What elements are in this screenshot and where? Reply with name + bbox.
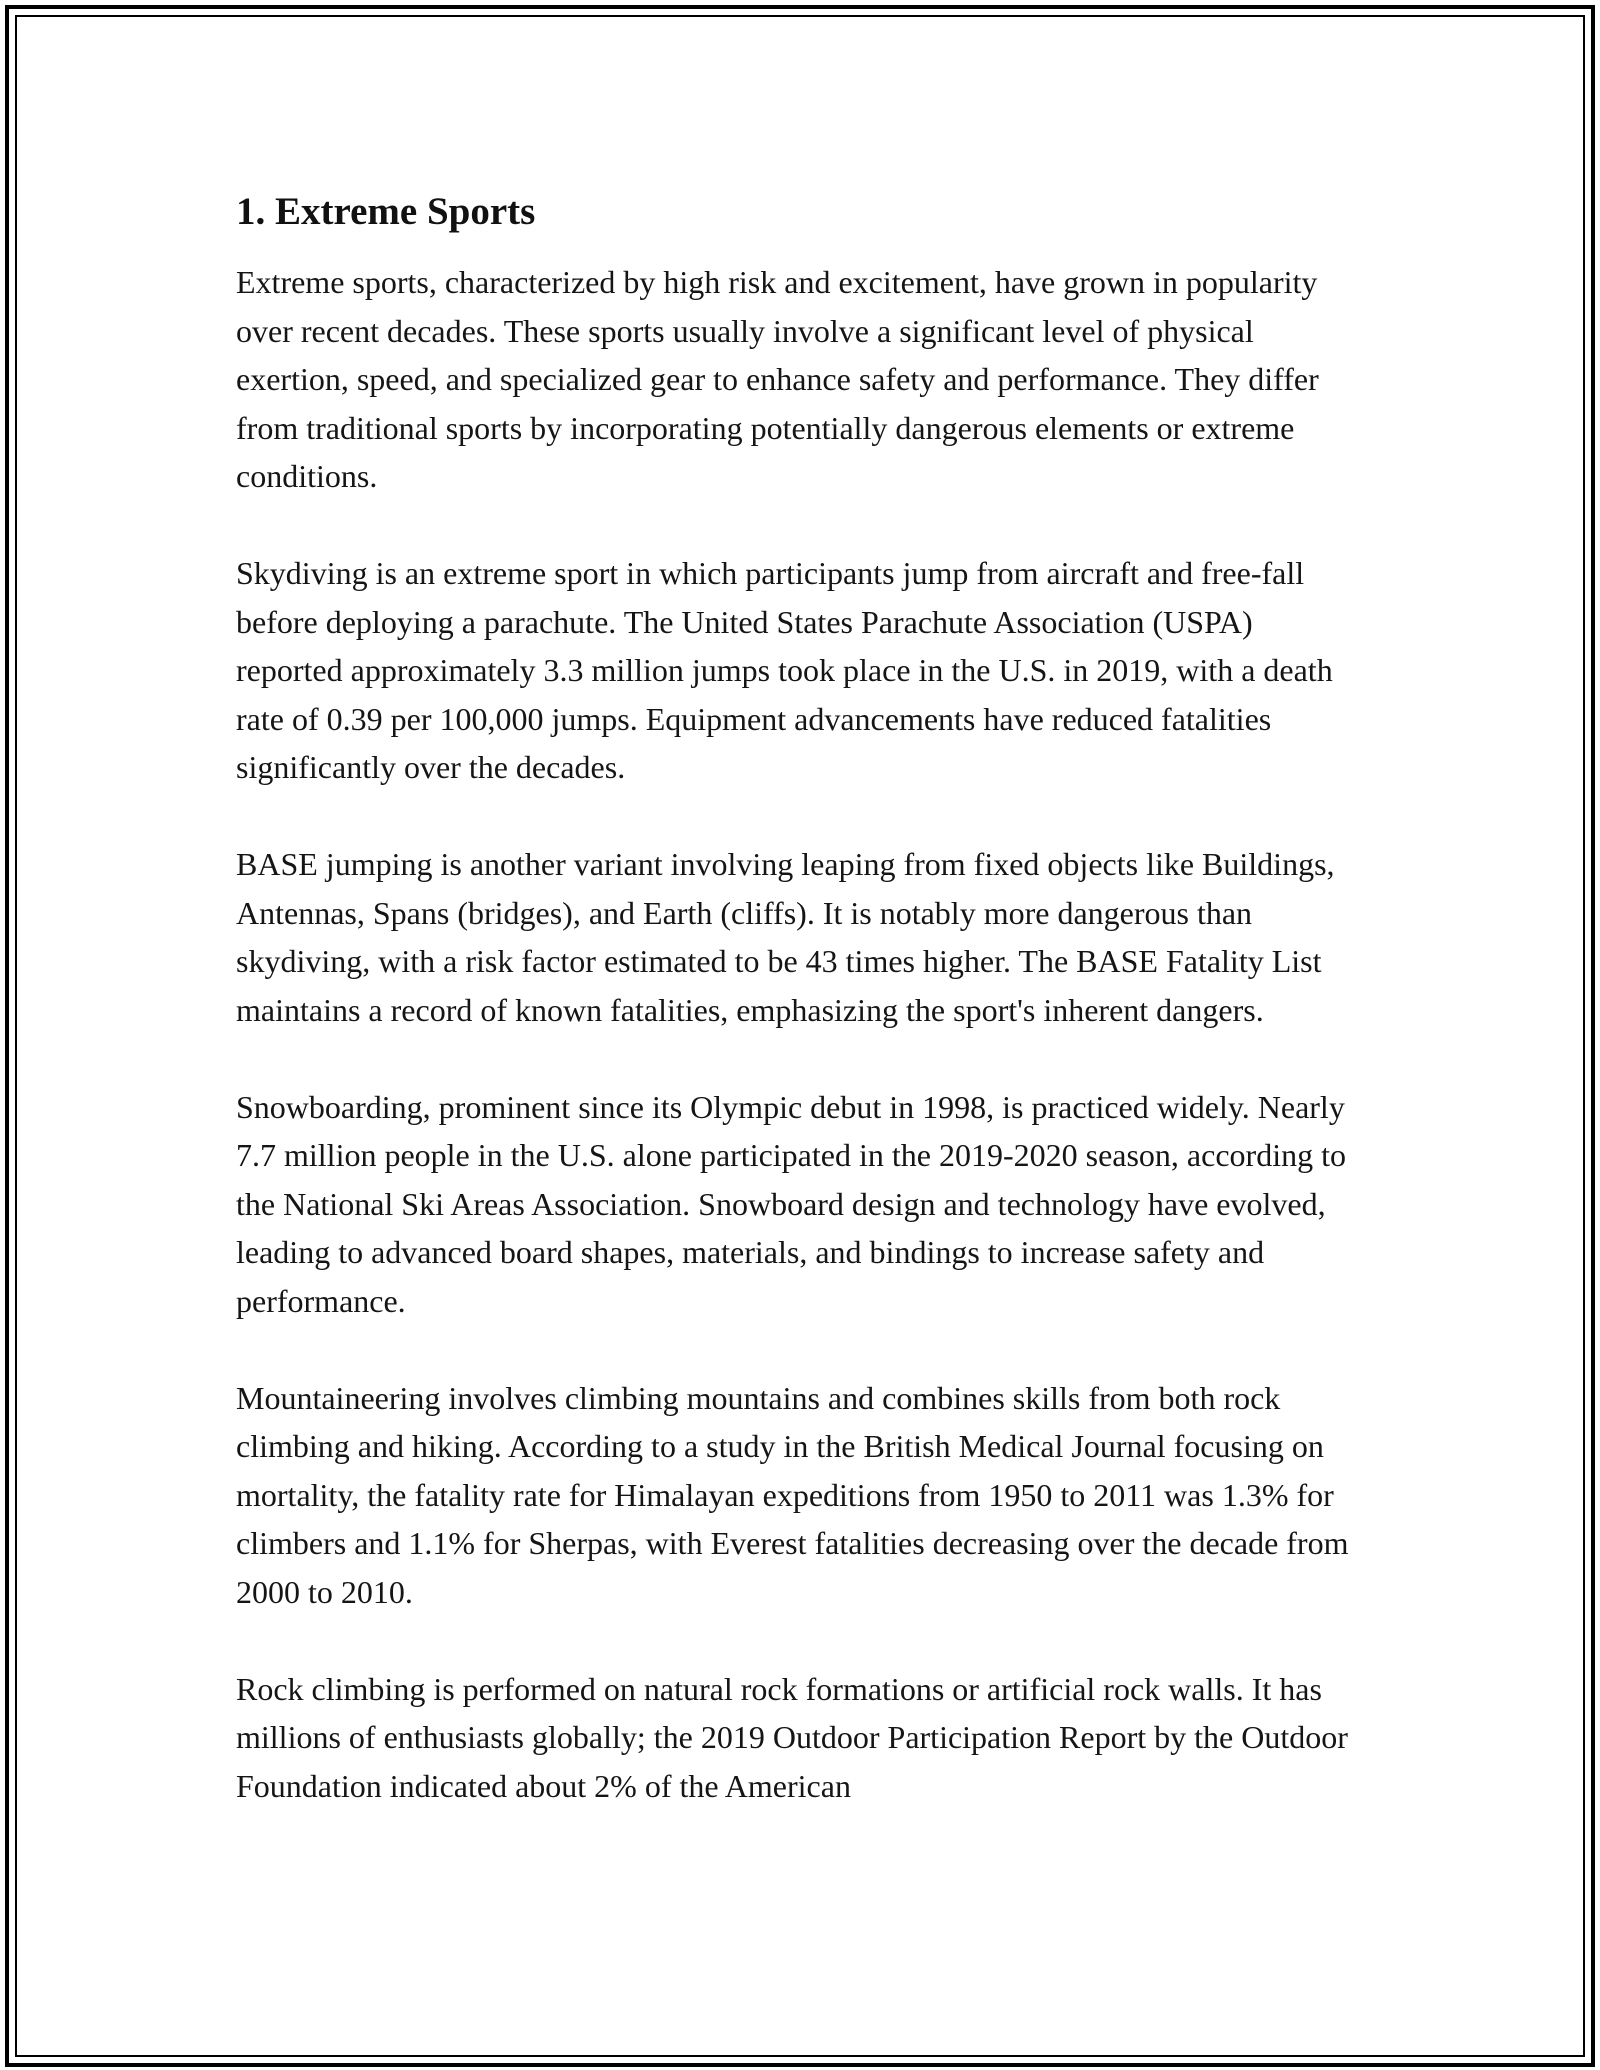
paragraph-intro: Extreme sports, characterized by high risk and excitement, have grown in popularity over recent decades. These sports usually involve a significant level of physical exertion, speed, and specialized gear to enhance safety and performance. They differ from traditional sports by incorporating potentially dangerous elements or extreme conditions.: [236, 264, 1319, 494]
paragraph-base-jumping: BASE jumping is another variant involving leaping from fixed objects like Buildings, Antennas, Spans (bridges), and Earth (cliffs). It is notably more dangerous than skydiving, with a risk factor estimated to be 43 times higher. The BASE Fatality List maintains a record of known fatalities, emphasizing the sport's inherent dangers.: [236, 846, 1335, 1028]
document-body: [236, 186, 1366, 1859]
section-title: 1. Extreme Sports: [236, 190, 536, 233]
paragraph-snowboarding: Snowboarding, prominent since its Olympic debut in 1998, is practiced widely. Nearly 7.7 million people in the U.S. alone participated in the 2019-2020 season, according to the National Ski Areas Association. Snowboard design and technology have evolved, leading to advanced board shapes, materials, and bindings to increase safety and performance.: [236, 1088, 1346, 1319]
paragraph-mountaineering: Mountaineering involves climbing mountains and combines skills from both rock climbing and hiking. According to a study in the British Medical Journal focusing on mortality, the fatality rate for Himalayan expeditions from 1950 to 2011 was 1.3% for climbers and 1.1% for Sherpas, with Everest fatalities decreasing over the decade from 2000 to 2010.: [236, 1379, 1349, 1610]
paragraph-skydiving: Skydiving is an extreme sport in which participants jump from aircraft and free-fall before deploying a parachute. The United States Parachute Association (USPA) reported approximately 3.3 million jumps took place in the U.S. in 2019, with a death rate of 0.39 per 100,000 jumps. Equipment advancements have reduced fatalities significantly over the decades.: [236, 555, 1333, 785]
paragraph-rock-climbing: Rock climbing is performed on natural rock formations or artificial rock walls. It has millions of enthusiasts globally; the 2019 Outdoor Participation Report by the Outdoor Foundation indicated about 2% of the American: [236, 1670, 1348, 1804]
